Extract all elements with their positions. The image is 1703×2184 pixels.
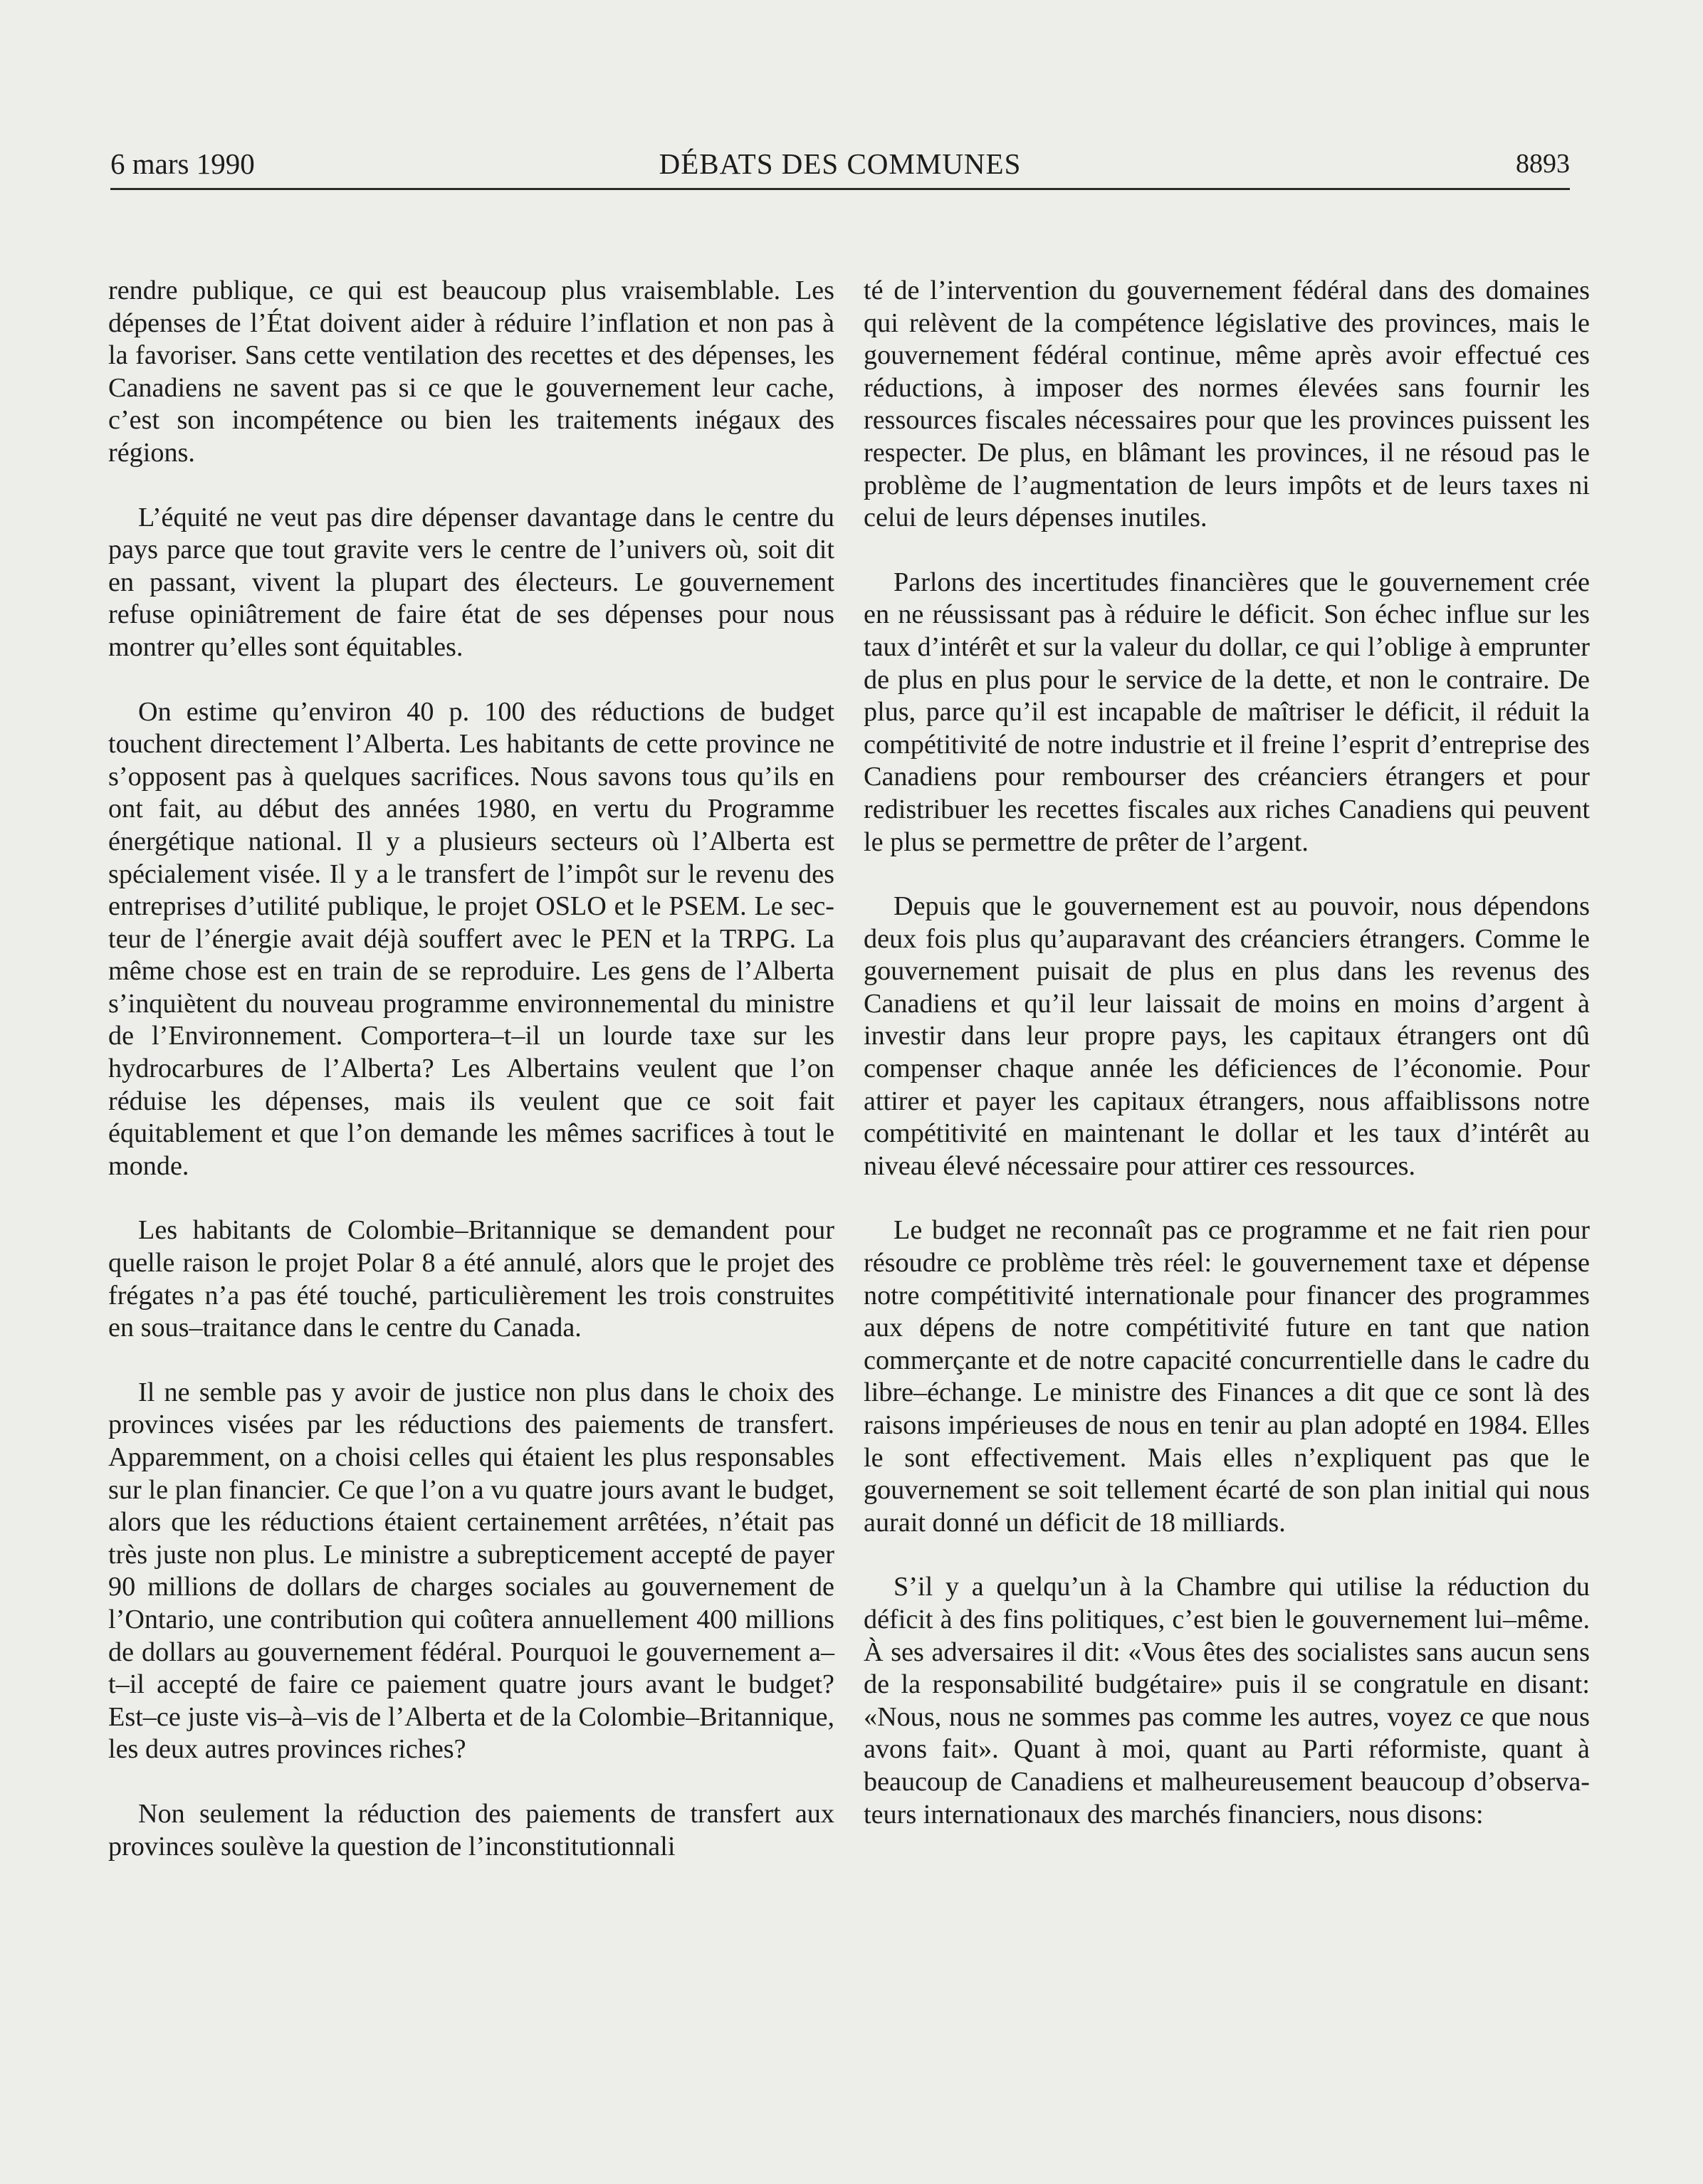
header-title: DÉBATS DES COMMUNES [659,147,1022,180]
page-header [110,142,1570,190]
left-column [108,275,834,1863]
header-page-number: 8893 [1516,149,1570,179]
header-date: 6 mars 1990 [110,147,255,180]
paragraph: S’il y a quelqu’un à la Chambre qui utilise la réduction du déficit à des fins politiques, c’est bien le gouvernement lui–même. À ses adversaires il dit: «Vous êtes des socialistes sans aucun sens de la responsabilité budgétaire» puis il se congratule en disant: «Nous, nous ne sommes pas comme les autres, voyez ce que nous avons fait». Quant à moi, quant au Parti réformiste, quant à beaucoup de Canadiens et malheureusement beaucoup d’observateurs internationaux des marchés financiers, nous disons: [864,1572,1590,1829]
paragraph: L’équité ne veut pas dire dépenser davantage dans le centre du pays parce que tout gravite vers le centre de l’univers où, soit dit en passant, vivent la plupart des électeurs. Le gouvernement refuse opiniâtrement de faire état de ses dépenses pour nous montrer qu’elles sont équitables. [108,502,834,662]
paragraph: té de l’intervention du gouvernement fédéral dans des domaines qui relèvent de la compétence législative des provinces, mais le gouvernement fédéral continue, même après avoir effectué ces réductions, à imposer des normes élevées sans fournir les ressources fiscales nécessaires pour que les provinces puissent les respecter. De plus, en blâmant les provinces, il ne résoud pas le problème de l’augmentation de leurs impôts et de leurs taxes ni celui de leurs dépenses inutiles. [864,275,1590,533]
paragraph: Il ne semble pas y avoir de justice non plus dans le choix des provinces visées par les réductions des paiements de transfert. Apparemment, on a choisi celles qui étaient les plus responsables sur le plan financier. Ce que l’on a vu quatre jours avant le budget, alors que les réductions étaient certainement arrêtées, n’était pas très juste non plus. Le ministre a subrepticement accepté de payer 90 millions de dollars de charges sociales au gouvernement de l’Ontario, une contribution qui coûtera annuellement 400 millions de dollars au gouvernement fédéral. Pourquoi le gouvernement a–t–il accepté de faire ce paiement quatre jours avant le budget? Est–ce juste vis–à–vis de l’Alberta et de la Colombie–Britannique, les deux autres provinces riches? [108,1377,834,1765]
paragraph: Depuis que le gouvernement est au pouvoir, nous dépendons deux fois plus qu’auparavant des créanciers étrangers. Comme le gouvernement puisait de plus en plus dans les revenus des Canadiens et qu’il leur laissait de moins en moins d’argent à investir dans leur propre pays, les capitaux étrangers ont dû compenser chaque année les déficiences de l’économie. Pour attirer et payer les capitaux étrangers, nous affaiblissons notre compétitivité en maintenant le dollar et les taux d’intérêt au niveau élevé nécessaire pour attirer ces ressources. [864,891,1590,1181]
paragraph: Les habitants de Colombie–Britannique se demandent pour quelle raison le projet Polar 8 a été annulé, alors que le projet des frégates n’a pas été touché, particulièrement les trois construites en sous–traitance dans le centre du Canada. [108,1215,834,1343]
right-column [864,275,1590,1831]
paragraph: Non seulement la réduction des paiements de transfert aux provinces soulève la question de l’inconstitutionnali [108,1798,834,1862]
paragraph: Parlons des incertitudes financières que le gouvernement crée en ne réussissant pas à réduire le déficit. Son échec influe sur les taux d’intérêt et sur la valeur du dollar, ce qui l’oblige à emprunter de plus en plus pour le service de la dette, et non le contraire. De plus, parce qu’il est incapable de maîtriser le déficit, il réduit la compétitivité de notre industrie et il freine l’esprit d’entreprise des Canadiens pour rembourser des créanciers étrangers et pour redistribuer les recettes fiscales aux riches Canadiens qui peuvent le plus se permettre de prêter de l’argent. [864,567,1590,857]
paragraph: rendre publique, ce qui est beaucoup plus vraisemblable. Les dépenses de l’État doivent aider à réduire l’inflation et non pas à la favoriser. Sans cette ventilation des recettes et des dépenses, les Canadiens ne savent pas si ce que le gouvernement leur cache, c’est son incompétence ou bien les traitements inégaux des régions. [108,275,834,468]
paragraph: On estime qu’environ 40 p. 100 des réductions de budget touchent directement l’Alberta. Les habitants de cette province ne s’opposent pas à quelques sacrifices. Nous savons tous qu’ils en ont fait, au début des années 1980, en vertu du Programme énergétique national. Il y a plusieurs secteurs où l’Alberta est spécialement visée. Il y a le transfert de l’impôt sur le revenu des entreprises d’utilité publique, le projet OSLO et le PSEM. Le secteur de l’énergie avait déjà souffert avec le PEN et la TRPG. La même chose est en train de se reproduire. Les gens de l’Alberta s’inquiètent du nouveau programme environnemental du ministre de l’Environnement. Comportera–t–il un lourde taxe sur les hydrocarbures de l’Alberta? Les Albertains veulent que l’on réduise les dépenses, mais ils veulent que ce soit fait équitablement et que l’on demande les mêmes sacrifices à tout le monde. [108,696,834,1181]
paragraph: Le budget ne reconnaît pas ce programme et ne fait rien pour résoudre ce problème très réel: le gouvernement taxe et dépense notre compétitivité internationale pour financer des programmes aux dépens de notre compétitivité future en tant que nation commerçante et de notre capacité concurrentielle dans le cadre du libre–échange. Le ministre des Finances a dit que ce sont là des raisons impérieuses de nous en tenir au plan adopté en 1984. Elles le sont effectivement. Mais elles n’expliquent pas que le gouvernement se soit tellement écarté de son plan initial qui nous aurait donné un déficit de 18 milliards. [864,1215,1590,1538]
